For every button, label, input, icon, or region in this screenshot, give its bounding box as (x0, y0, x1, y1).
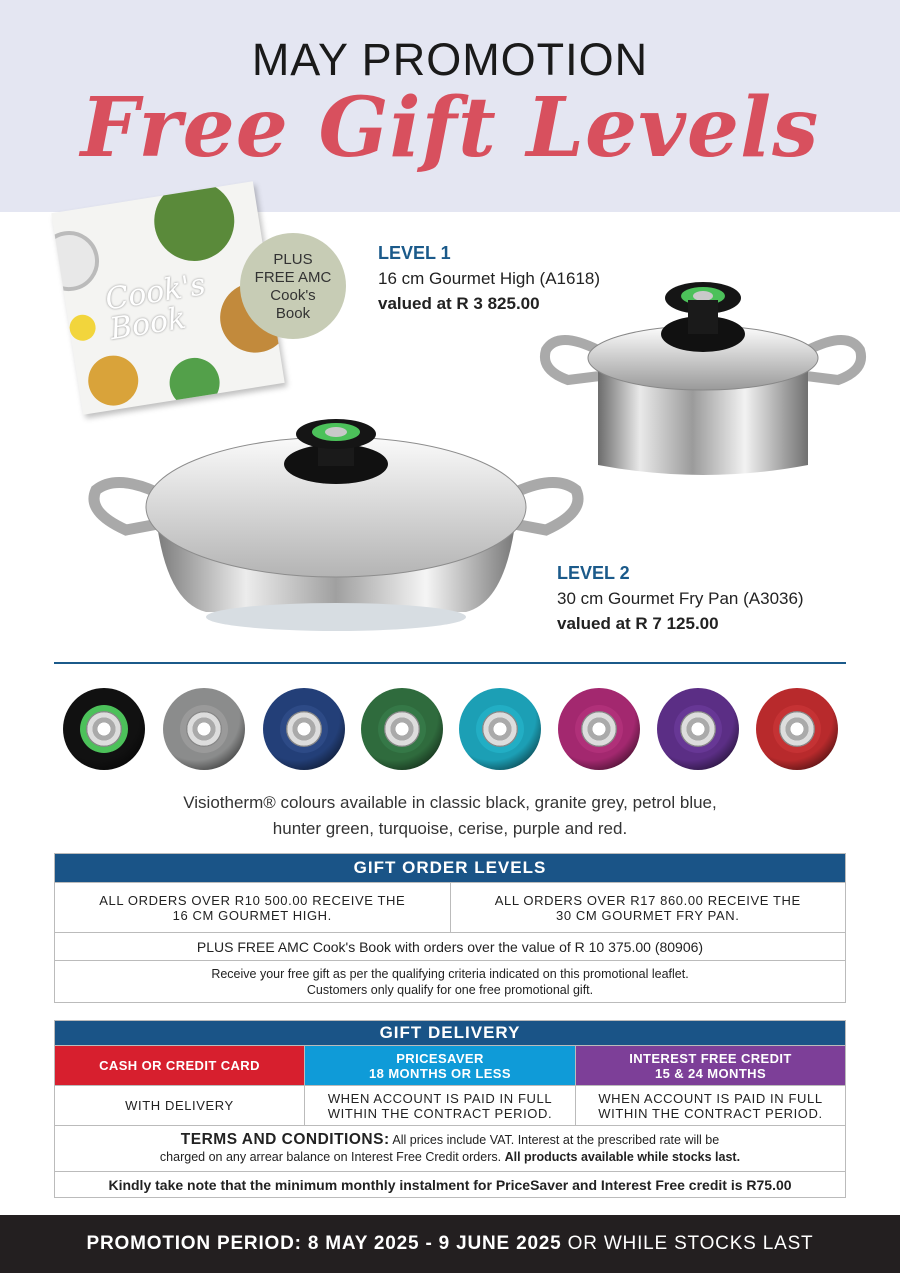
qualify-note-line: Receive your free gift as per the qualifying criteria indicated on this promotional leaflet. (211, 966, 689, 981)
promo-period-dates: 8 MAY 2025 - 9 JUNE 2025 (307, 1233, 562, 1254)
pricesaver-header (305, 1046, 576, 1086)
knob-center (581, 711, 617, 747)
interest-free-header (576, 1046, 846, 1086)
gourmet-fry-pan-image (86, 412, 586, 637)
knob-center (86, 711, 122, 747)
terms-text: All prices include VAT. Interest at the prescribed rate will be (392, 1133, 720, 1147)
interest-free-condition-line: WITHIN THE CONTRACT PERIOD. (598, 1105, 823, 1121)
knob-swatch-granite-grey (163, 688, 245, 770)
order-level-2-line: 30 CM GOURMET FRY PAN. (556, 907, 740, 923)
pricesaver-title: PRICESAVER (396, 1050, 484, 1066)
badge-line: PLUS (273, 251, 313, 268)
pricesaver-condition-line: WITHIN THE CONTRACT PERIOD. (327, 1105, 553, 1121)
header-banner (0, 0, 900, 212)
cook-book-offer: PLUS FREE AMC Cook's Book with orders over the value of R 10 375.00 (80906) (55, 933, 846, 961)
knob-swatch-petrol-blue (263, 688, 345, 770)
pricesaver-condition (305, 1086, 576, 1126)
promo-period-label: PROMOTION PERIOD: (86, 1233, 302, 1254)
qualify-note (55, 961, 846, 1003)
instalment-note: Kindly take note that the minimum monthly instalment for PriceSaver and Interest Free credit is R75.00 (55, 1172, 846, 1198)
interest-free-subtitle: 15 & 24 MONTHS (654, 1065, 767, 1081)
level2-value: valued at R 7 125.00 (557, 614, 719, 633)
knob-center (779, 711, 815, 747)
cash-credit-title: CASH OR CREDIT CARD (99, 1058, 260, 1073)
gift-order-levels-table (54, 853, 846, 1003)
level2-label: LEVEL 2 (557, 563, 630, 583)
colours-line: Visiotherm® colours available in classic black, granite grey, petrol blue, (183, 793, 717, 812)
terms-text: charged on any arrear balance on Interest Free Credit orders. (159, 1150, 502, 1164)
knob-swatch-red (756, 688, 838, 770)
interest-free-title: INTEREST FREE CREDIT (629, 1050, 792, 1066)
level1-product: 16 cm Gourmet High (A1618) (378, 269, 601, 288)
gift-delivery-table (54, 1020, 846, 1198)
knob-center (680, 711, 716, 747)
free-book-badge (240, 233, 346, 339)
level1-label: LEVEL 1 (378, 243, 451, 263)
colours-caption (0, 790, 900, 842)
book-title: Cook's Book (102, 267, 208, 348)
cash-credit-header (55, 1046, 305, 1086)
badge-line: FREE AMC (254, 269, 332, 286)
colours-line: hunter green, turquoise, cerise, purple and red. (272, 819, 628, 838)
gift-delivery-heading: GIFT DELIVERY (55, 1021, 846, 1046)
gift-order-heading: GIFT ORDER LEVELS (55, 854, 846, 883)
cash-credit-condition: WITH DELIVERY (55, 1086, 305, 1126)
promo-period-rest: OR WHILE STOCKS LAST (567, 1233, 814, 1254)
pricesaver-subtitle: 18 MONTHS OR LESS (369, 1065, 511, 1081)
qualify-note-line: Customers only qualify for one free promotional gift. (306, 982, 594, 997)
terms-and-conditions (55, 1126, 846, 1172)
knob-swatch-hunter-green (361, 688, 443, 770)
knob-swatch-purple (657, 688, 739, 770)
level2-product: 30 cm Gourmet Fry Pan (A3036) (557, 589, 804, 608)
terms-bold: All products available while stocks last. (504, 1150, 741, 1164)
divider (54, 662, 846, 664)
promo-title: MAY PROMOTION (251, 34, 649, 85)
knob-center (482, 711, 518, 747)
order-level-1-cell (55, 883, 451, 933)
knob-swatch-cerise (558, 688, 640, 770)
interest-free-condition (576, 1086, 846, 1126)
interest-free-condition-line: WHEN ACCOUNT IS PAID IN FULL (598, 1090, 823, 1106)
level1-block (378, 241, 600, 316)
level2-block (557, 561, 804, 636)
level1-value: valued at R 3 825.00 (378, 294, 540, 313)
knob-swatch-classic-black (63, 688, 145, 770)
promo-script-title: Free Gift Levels (80, 80, 820, 176)
promotion-period-footer (0, 1215, 900, 1273)
order-level-1-line: ALL ORDERS OVER R10 500.00 RECEIVE THE (99, 892, 406, 908)
knob-swatch-turquoise (459, 688, 541, 770)
order-level-2-line: ALL ORDERS OVER R17 860.00 RECEIVE THE (494, 892, 801, 908)
order-level-1-line: 16 CM GOURMET HIGH. (172, 907, 332, 923)
order-level-2-cell (450, 883, 846, 933)
knob-center (186, 711, 222, 747)
knob-center (286, 711, 322, 747)
terms-label: TERMS AND CONDITIONS: (180, 1131, 390, 1148)
badge-line: Cook's (270, 287, 316, 304)
knob-center (384, 711, 420, 747)
pricesaver-condition-line: WHEN ACCOUNT IS PAID IN FULL (327, 1090, 553, 1106)
badge-line: Book (275, 305, 311, 322)
